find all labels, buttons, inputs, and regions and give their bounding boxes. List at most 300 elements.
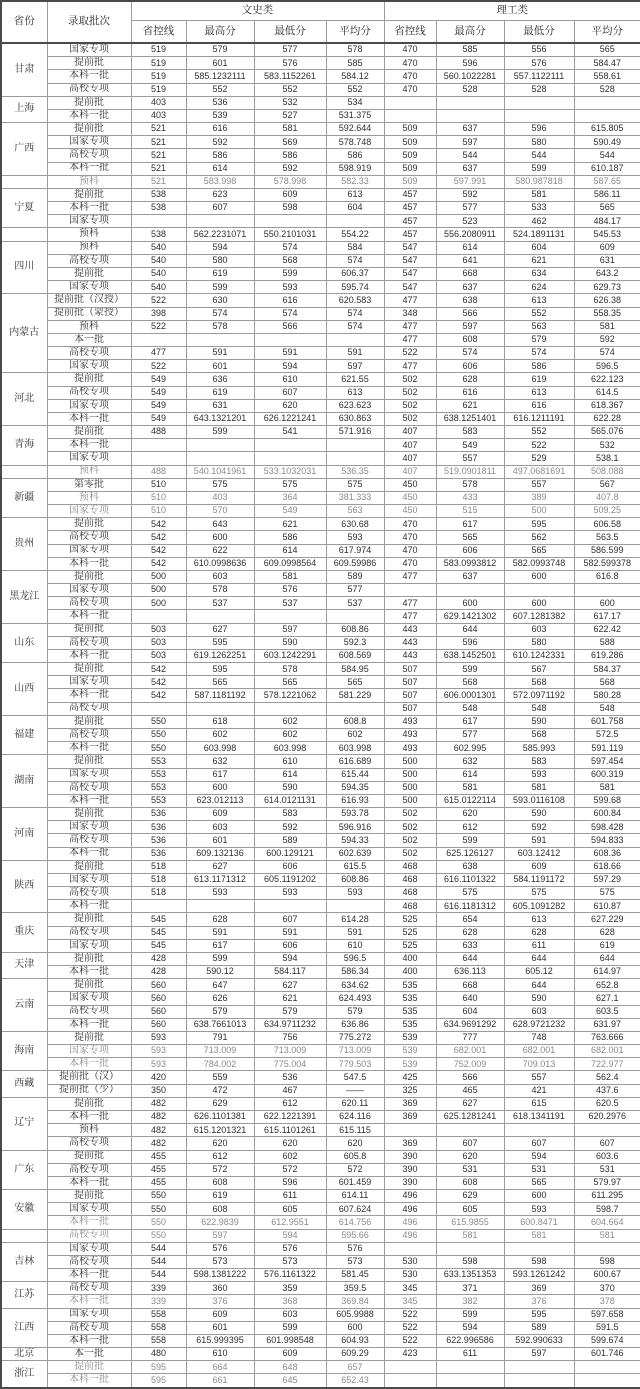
score-cell: 722.977 [574, 1058, 640, 1071]
score-cell: 596.5 [574, 360, 640, 373]
score-cell [186, 215, 254, 228]
score-cell [131, 452, 186, 465]
score-cell: 612 [186, 1150, 254, 1163]
score-cell: 608.8 [326, 715, 384, 728]
score-cell: 493 [384, 715, 436, 728]
table-row [1, 544, 640, 557]
score-cell: 403 [131, 96, 186, 109]
score-cell: 482 [131, 1097, 186, 1110]
table-row [1, 1163, 640, 1176]
score-cell: 369 [504, 1282, 574, 1295]
score-cell [254, 439, 326, 452]
score-cell: 620.2976 [574, 1110, 640, 1123]
score-cell: 590 [254, 781, 326, 794]
score-cell: 584.95 [326, 663, 384, 676]
score-cell: 607 [504, 1137, 574, 1150]
table-row [1, 676, 640, 689]
score-cell: 578 [436, 478, 504, 491]
batch-cell: 本科一批 [47, 412, 131, 425]
score-cell: 523 [436, 215, 504, 228]
score-cell: 628 [504, 926, 574, 939]
score-cell: 606 [254, 860, 326, 873]
score-cell: 521 [131, 123, 186, 136]
score-cell: 601.459 [326, 1176, 384, 1189]
score-cell: 610 [254, 373, 326, 386]
score-cell: 620.583 [326, 294, 384, 307]
score-cell: 661 [186, 1374, 254, 1388]
score-cell: 713.009 [254, 1045, 326, 1058]
score-cell: 610.187 [574, 162, 640, 175]
score-cell: 573 [326, 1255, 384, 1268]
score-cell: 585 [436, 43, 504, 57]
score-cell: 709.013 [504, 1058, 574, 1071]
score-cell: 568 [504, 676, 574, 689]
score-cell: 604 [504, 241, 574, 254]
score-cell: 608.86 [326, 873, 384, 886]
score-cell: 455 [131, 1150, 186, 1163]
score-cell: 507 [384, 663, 436, 676]
score-cell: 407 [384, 439, 436, 452]
score-cell: 579 [186, 1005, 254, 1018]
score-cell: 601 [186, 1321, 254, 1334]
table-row [1, 1348, 640, 1361]
score-cell: 536 [254, 1071, 326, 1084]
score-cell: 502 [384, 386, 436, 399]
score-cell: 510 [131, 505, 186, 518]
score-cell: 509.25 [574, 505, 640, 518]
batch-cell: 高校专项 [47, 636, 131, 649]
score-cell: 493 [384, 729, 436, 742]
score-cell [384, 1242, 436, 1255]
score-cell: 562.4 [574, 1071, 640, 1084]
score-cell: 652.8 [574, 979, 640, 992]
score-cell: 609 [574, 241, 640, 254]
batch-cell: 提前批 [47, 57, 131, 70]
batch-cell: 提前批 [47, 913, 131, 926]
score-cell [384, 1361, 436, 1374]
batch-cell: 高校专项 [47, 729, 131, 742]
score-cell: 586.599 [574, 544, 640, 557]
score-cell: 500 [131, 584, 186, 597]
score-cell: 596.916 [326, 821, 384, 834]
score-cell: 606.37 [326, 267, 384, 280]
score-cell [384, 584, 436, 597]
table-row [1, 623, 640, 636]
score-cell: 600 [186, 781, 254, 794]
score-cell: 607 [186, 202, 254, 215]
score-cell: 608 [186, 1203, 254, 1216]
score-cell: 575 [326, 478, 384, 491]
batch-cell: 高校专项 [47, 531, 131, 544]
score-cell: 407.8 [574, 491, 640, 504]
score-cell: 570 [186, 505, 254, 518]
score-cell: 630 [186, 294, 254, 307]
score-cell: 488 [131, 426, 186, 439]
score-cell: 609.0998564 [254, 557, 326, 570]
score-cell: 536 [131, 821, 186, 834]
score-cell: 574 [186, 307, 254, 320]
score-cell: 578 [186, 320, 254, 333]
score-cell: 779.503 [326, 1058, 384, 1071]
table-row [1, 860, 640, 873]
score-cell: 586 [254, 149, 326, 162]
score-cell: 644 [504, 979, 574, 992]
score-cell: 450 [384, 478, 436, 491]
score-cell: 616 [504, 399, 574, 412]
score-cell: 547 [384, 281, 436, 294]
score-cell: 528 [504, 83, 574, 96]
score-cell: 580 [186, 254, 254, 267]
score-cell: 607.624 [326, 1203, 384, 1216]
score-cell: 359 [254, 1282, 326, 1295]
table-row [1, 1005, 640, 1018]
score-cell: 359.5 [326, 1282, 384, 1295]
score-cell: 582.33 [326, 175, 384, 188]
score-cell: 376 [186, 1295, 254, 1308]
score-cell: 594 [504, 1150, 574, 1163]
batch-cell: 国家专项 [47, 43, 131, 57]
score-cell: 593 [254, 887, 326, 900]
score-cell: 664 [186, 1361, 254, 1374]
score-cell: 613.1171312 [186, 873, 254, 886]
batch-cell: 本科一批 [47, 162, 131, 175]
batch-cell: 高校专项 [47, 386, 131, 399]
score-cell: 533.1032031 [254, 465, 326, 478]
score-cell: 631 [574, 254, 640, 267]
score-cell: 616.8 [574, 570, 640, 583]
score-cell: 560.1022281 [436, 70, 504, 83]
score-cell: 574 [574, 347, 640, 360]
score-cell: 583 [504, 755, 574, 768]
score-cell: 578.1221062 [254, 689, 326, 702]
score-cell: 600 [326, 1321, 384, 1334]
score-cell: 620 [254, 1137, 326, 1150]
table-row [1, 1045, 640, 1058]
score-cell: 574 [326, 320, 384, 333]
score-cell: 369 [384, 1137, 436, 1150]
score-cell: 594 [186, 241, 254, 254]
table-row [1, 834, 640, 847]
score-cell: 450 [384, 491, 436, 504]
score-cell: 599 [436, 834, 504, 847]
table-row [1, 1150, 640, 1163]
score-cell [436, 1242, 504, 1255]
score-cell: 510 [131, 478, 186, 491]
score-cell: 537 [186, 597, 254, 610]
score-cell: 597 [436, 136, 504, 149]
batch-cell: 提前批 [47, 267, 131, 280]
table-row [1, 755, 640, 768]
score-cell [574, 1124, 640, 1137]
table-row [1, 96, 640, 109]
score-cell: 509 [384, 149, 436, 162]
score-cell: 364 [254, 491, 326, 504]
score-cell: 629 [186, 1097, 254, 1110]
score-cell: 500 [131, 570, 186, 583]
table-row [1, 43, 640, 57]
score-cell: 325 [384, 1084, 436, 1097]
score-cell: 603.5 [574, 1005, 640, 1018]
score-cell: 634.9691292 [436, 1018, 504, 1031]
score-cell: 400 [384, 966, 436, 979]
score-cell: 521 [131, 162, 186, 175]
batch-cell: 国家专项 [47, 1242, 131, 1255]
table-row [1, 636, 640, 649]
batch-cell: 高校专项 [47, 1137, 131, 1150]
score-cell: 607 [436, 1137, 504, 1150]
score-cell: 600 [436, 597, 504, 610]
table-row [1, 123, 640, 136]
score-cell: 480 [131, 1348, 186, 1361]
score-cell [574, 1374, 640, 1388]
score-cell: 604.93 [326, 1334, 384, 1347]
score-cell: 559 [186, 1071, 254, 1084]
score-cell: 616.1211191 [504, 412, 574, 425]
score-cell: 627 [436, 1097, 504, 1110]
batch-cell: 高校专项 [47, 347, 131, 360]
score-cell: 791 [186, 1031, 254, 1044]
table-row [1, 715, 640, 728]
score-cell: 606 [436, 544, 504, 557]
score-cell: 600 [574, 597, 640, 610]
batch-cell: 提前批 [47, 715, 131, 728]
province-cell: 安徽 [1, 1190, 47, 1230]
score-cell: 550 [131, 742, 186, 755]
score-cell: 606.0001301 [436, 689, 504, 702]
batch-cell: 第零批 [47, 478, 131, 491]
score-cell: 519 [131, 57, 186, 70]
score-cell: 608.569 [326, 649, 384, 662]
score-cell: 510 [131, 491, 186, 504]
score-cell: 586 [254, 531, 326, 544]
score-cell: 648 [254, 1361, 326, 1374]
score-cell: 369 [384, 1110, 436, 1123]
score-cell: 457 [384, 202, 436, 215]
score-cell: 549 [254, 505, 326, 518]
table-row [1, 491, 640, 504]
batch-cell: 国家专项 [47, 1308, 131, 1321]
score-cell: 607 [254, 913, 326, 926]
score-cell: 450 [384, 505, 436, 518]
score-cell: 597 [436, 320, 504, 333]
score-cell: 566 [436, 307, 504, 320]
batch-cell: 提前批 [47, 188, 131, 201]
score-cell: 544 [131, 1242, 186, 1255]
score-cell: 619 [186, 1190, 254, 1203]
score-cell: 565 [436, 531, 504, 544]
score-cell: 610.87 [574, 900, 640, 913]
table-row [1, 1295, 640, 1308]
batch-cell: 提前批 [47, 570, 131, 583]
score-cell: 615.1101261 [254, 1124, 326, 1137]
table-row [1, 887, 640, 900]
score-cell: 598 [254, 202, 326, 215]
table-row [1, 1255, 640, 1268]
score-cell: 615.0122114 [436, 794, 504, 807]
province-cell: 湖南 [1, 755, 47, 808]
score-cell: 577 [254, 43, 326, 57]
score-cell: 637 [436, 123, 504, 136]
score-cell: 558.35 [574, 307, 640, 320]
score-cell [131, 439, 186, 452]
score-cell: 583.1152261 [254, 70, 326, 83]
batch-cell: 提前批（汉） [47, 1071, 131, 1084]
score-cell: 784.002 [186, 1058, 254, 1071]
score-cell: 616.93 [326, 794, 384, 807]
province-cell: 海南 [1, 1031, 47, 1071]
score-cell: 580 [504, 636, 574, 649]
score-cell: 600 [504, 597, 574, 610]
score-cell: 586.11 [574, 188, 640, 201]
score-cell: 617.974 [326, 544, 384, 557]
score-cell [504, 1374, 574, 1388]
score-cell: 775.272 [326, 1031, 384, 1044]
batch-cell: 国家专项 [47, 939, 131, 952]
score-cell: 614 [186, 162, 254, 175]
batch-cell: 高校专项 [47, 834, 131, 847]
score-cell: 599 [254, 267, 326, 280]
score-cell: 657 [326, 1361, 384, 1374]
score-cell: 581 [436, 781, 504, 794]
score-cell: 593.78 [326, 808, 384, 821]
score-cell: 629 [436, 1190, 504, 1203]
score-cell: 633 [436, 939, 504, 952]
score-cell [436, 1361, 504, 1374]
table-row [1, 979, 640, 992]
score-cell [186, 333, 254, 346]
score-cell: 502 [384, 412, 436, 425]
score-cell: 622.996586 [436, 1334, 504, 1347]
province-cell-empty [1, 465, 47, 478]
table-row [1, 412, 640, 425]
score-cell: 615 [504, 1097, 574, 1110]
score-cell: 609 [504, 860, 574, 873]
score-cell: 588 [574, 636, 640, 649]
table-row [1, 1176, 640, 1189]
score-cell: 622.28 [574, 412, 640, 425]
score-cell: 455 [131, 1176, 186, 1189]
score-cell: 557 [504, 1071, 574, 1084]
score-cell: 644 [436, 623, 504, 636]
score-cell: 556.2080911 [436, 228, 504, 241]
score-cell: 631 [186, 399, 254, 412]
score-cell: 541 [254, 426, 326, 439]
score-cell: 477 [384, 294, 436, 307]
score-cell: 638 [436, 860, 504, 873]
score-cell: 558.61 [574, 70, 640, 83]
score-cell: 592.3 [326, 636, 384, 649]
score-cell: 581.45 [326, 1269, 384, 1282]
score-cell: 598.7 [574, 1203, 640, 1216]
score-cell: 575 [504, 887, 574, 900]
score-cell: 537 [254, 597, 326, 610]
table-row [1, 294, 640, 307]
score-cell [384, 1374, 436, 1388]
batch-cell: 提前批（蒙授） [47, 307, 131, 320]
score-cell: 539 [384, 1031, 436, 1044]
batch-cell: 高校专项 [47, 83, 131, 96]
score-cell: 615.999395 [186, 1334, 254, 1347]
score-cell: 605.8 [326, 1150, 384, 1163]
batch-cell: 提前批 [47, 1031, 131, 1044]
score-cell: 579 [186, 43, 254, 57]
table-row [1, 478, 640, 491]
score-cell: 566 [254, 320, 326, 333]
score-cell: 582.0993748 [504, 557, 574, 570]
score-cell: 638.7661013 [186, 1018, 254, 1031]
score-cell: 595 [186, 636, 254, 649]
table-row [1, 808, 640, 821]
table-row [1, 1071, 640, 1084]
score-cell: 467 [254, 1084, 326, 1097]
score-cell: 553 [131, 781, 186, 794]
score-cell: 590 [504, 808, 574, 821]
score-cell: 585.993 [504, 742, 574, 755]
score-cell: 548 [574, 702, 640, 715]
score-cell: 599 [186, 426, 254, 439]
score-cell: 614.5 [574, 386, 640, 399]
score-cell: 518 [131, 873, 186, 886]
score-cell: 596 [504, 123, 574, 136]
score-cell [504, 1242, 574, 1255]
table-row [1, 188, 640, 201]
score-cell: 552 [326, 83, 384, 96]
score-cell: 620 [436, 808, 504, 821]
score-cell: 614.28 [326, 913, 384, 926]
score-cell: 592 [504, 821, 574, 834]
score-cell: 527 [254, 109, 326, 122]
score-cell: 589 [326, 570, 384, 583]
score-cell: 565.076 [574, 426, 640, 439]
batch-cell: 国家专项 [47, 544, 131, 557]
score-cell: 503 [131, 649, 186, 662]
score-cell: 518 [131, 860, 186, 873]
score-cell: 598 [574, 1255, 640, 1268]
score-cell: 550 [131, 1216, 186, 1229]
batch-cell: 提前批 [47, 1361, 131, 1374]
score-cell: 544 [504, 149, 574, 162]
batch-cell: 国家专项 [47, 873, 131, 886]
score-cell: 468 [384, 887, 436, 900]
score-cell: 579 [326, 1005, 384, 1018]
score-cell: 563 [504, 320, 574, 333]
score-cell: 630.68 [326, 518, 384, 531]
score-cell: 610 [186, 1348, 254, 1361]
score-cell: 602.995 [436, 742, 504, 755]
score-cell: 542 [131, 676, 186, 689]
batch-cell: 提前批 [47, 96, 131, 109]
score-cell: 583 [254, 808, 326, 821]
score-cell: 525 [384, 926, 436, 939]
score-cell: 624.116 [326, 1110, 384, 1123]
score-cell: 502 [384, 808, 436, 821]
header-group-row [1, 1, 640, 20]
table-row [1, 267, 640, 280]
score-cell: 575 [574, 887, 640, 900]
score-cell: 597 [504, 1348, 574, 1361]
score-cell: 581 [254, 570, 326, 583]
batch-cell: 本科一批 [47, 1334, 131, 1347]
score-cell [504, 1124, 574, 1137]
score-cell: 608 [186, 1176, 254, 1189]
batch-cell: 本科一批 [47, 966, 131, 979]
table-row [1, 729, 640, 742]
score-cell: 545 [131, 926, 186, 939]
score-cell: 496 [384, 1216, 436, 1229]
score-cell: 557 [436, 452, 504, 465]
province-cell-empty [1, 228, 47, 241]
score-cell: 593 [326, 531, 384, 544]
